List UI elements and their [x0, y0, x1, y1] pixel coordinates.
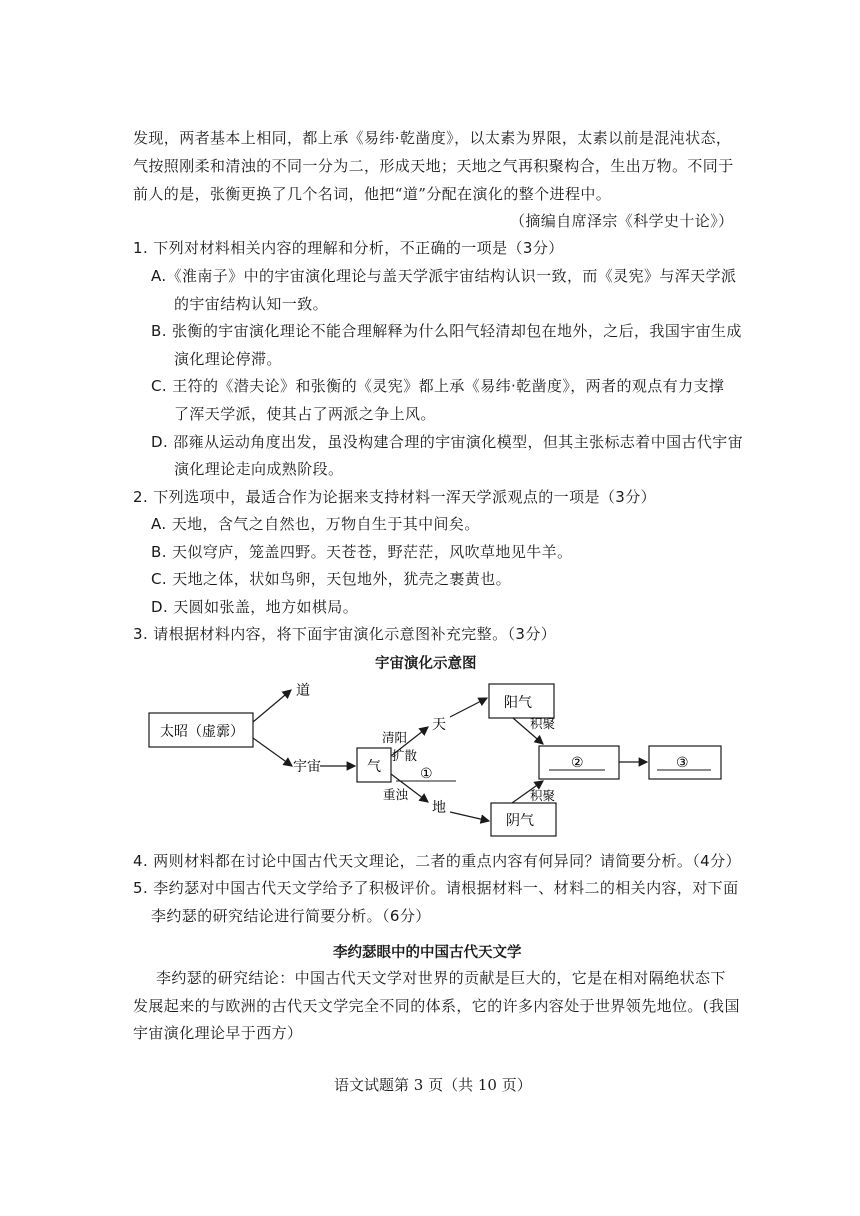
qingyang-label: 清阳: [382, 730, 408, 745]
question-3-stem: 3. 请根据材料内容，将下面宇宙演化示意图补充完整。（3分）: [133, 625, 557, 643]
kuosan-label: 扩散: [392, 748, 418, 763]
tian-label: 天: [432, 717, 446, 733]
qi-label: 气: [367, 759, 381, 775]
q5-text-line: 李约瑟的研究结论：中国古代天文学对世界的贡献是巨大的，它是在相对隔绝状态下: [156, 969, 726, 987]
q5-text-line: 发展起来的与欧洲的古代天文学完全不同的体系，它的许多内容处于世界领先地位。(我国: [133, 997, 740, 1015]
zhongzhuo-label: 重浊: [383, 787, 409, 802]
q5-box-title: 李约瑟眼中的中国古代天文学: [333, 945, 522, 961]
dao-label: 道: [296, 683, 310, 699]
q1-option-a: A.《淮南子》中的宇宙演化理论与盖天学派宇宙结构认识一致，而《灵宪》与浑天学派: [151, 267, 737, 285]
question-2-stem: 2. 下列选项中，最适合作为论据来支持材料一浑天学派观点的一项是（3分）: [133, 488, 657, 506]
diagram-title: 宇宙演化示意图: [375, 656, 477, 672]
di-label: 地: [432, 800, 446, 816]
arrow-tian-to-yangqi: [450, 698, 487, 717]
q2-option-d: D. 天圆如张盖，地方如棋局。: [151, 598, 359, 616]
q1-option-d-cont: 演化理论走向成熟阶段。: [174, 460, 344, 478]
q1-option-a-cont: 的宇宙结构认知一致。: [174, 295, 329, 313]
taizhao-label: 太昭（虚霩）: [160, 724, 244, 740]
passage-line: 气按照刚柔和清浊的不同一分为二，形成天地；天地之气再积聚构合，生出万物。不同于: [133, 157, 734, 175]
question-4-stem: 4. 两则材料都在讨论中国古代天文理论，二者的重点内容有何异同？请简要分析。（4分）: [133, 852, 741, 870]
jiju-bottom-label: 积聚: [530, 788, 556, 803]
yinqi-label: 阴气: [506, 813, 534, 829]
arrow-to-dao: [253, 690, 291, 722]
q2-option-b: B. 天似穹庐，笼盖四野。天苍苍，野茫茫，风吹草地见牛羊。: [151, 543, 573, 561]
question-5-stem-cont: 李约瑟的研究结论进行简要分析。（6分）: [151, 907, 431, 925]
q5-text-line: 宇宙演化理论早于西方）: [133, 1024, 303, 1042]
q2-option-a: A. 天地，含气之自然也，万物自生于其中间矣。: [151, 515, 480, 533]
passage-line: 发现，两者基本上相同，都上承《易纬·乾凿度》，以太素为界限，太素以前是混沌状态，: [133, 129, 732, 147]
arrow-di-to-yinqi: [450, 812, 489, 821]
question-5-stem: 5. 李约瑟对中国古代天文学给予了积极评价。请根据材料一、材料二的相关内容，对下面: [133, 879, 739, 897]
cosmic-evolution-diagram: [0, 672, 860, 842]
blank-1-label: ①: [420, 766, 433, 782]
passage-line: 前人的是，张衡更换了几个名词，他把“道”分配在演化的整个进程中。: [133, 185, 612, 203]
q1-option-b-cont: 演化理论停滞。: [174, 350, 282, 368]
q1-option-c-cont: 了浑天学派，使其占了两派之争上风。: [174, 405, 436, 423]
q1-option-d: D. 邵雍从运动角度出发，虽没构建合理的宇宙演化模型，但其主张标志着中国古代宇宙: [151, 433, 744, 451]
blank-2-label: ②: [571, 755, 584, 771]
arrow-to-yuzhou: [253, 738, 292, 766]
passage-source: （摘编自席泽宗《科学史十论》）: [510, 212, 734, 230]
blank-3-label: ③: [676, 755, 689, 771]
q2-option-c: C. 天地之体，状如鸟卵，天包地外，犹壳之裹黄也。: [151, 570, 512, 588]
yuzhou-label: 宇宙: [293, 759, 321, 775]
page-footer: 语文试题第 3 页（共 10 页）: [334, 1076, 532, 1094]
question-1-stem: 1. 下列对材料相关内容的理解和分析，不正确的一项是（3分）: [133, 239, 564, 257]
yangqi-label: 阳气: [504, 695, 532, 711]
q1-option-b: B. 张衡的宇宙演化理论不能合理解释为什么阳气轻清却包在地外，之后，我国宇宙生成: [151, 322, 742, 340]
q1-option-c: C. 王符的《潜夫论》和张衡的《灵宪》都上承《易纬·乾凿度》，两者的观点有力支撑: [151, 377, 725, 395]
jiju-top-label: 积聚: [530, 716, 556, 731]
